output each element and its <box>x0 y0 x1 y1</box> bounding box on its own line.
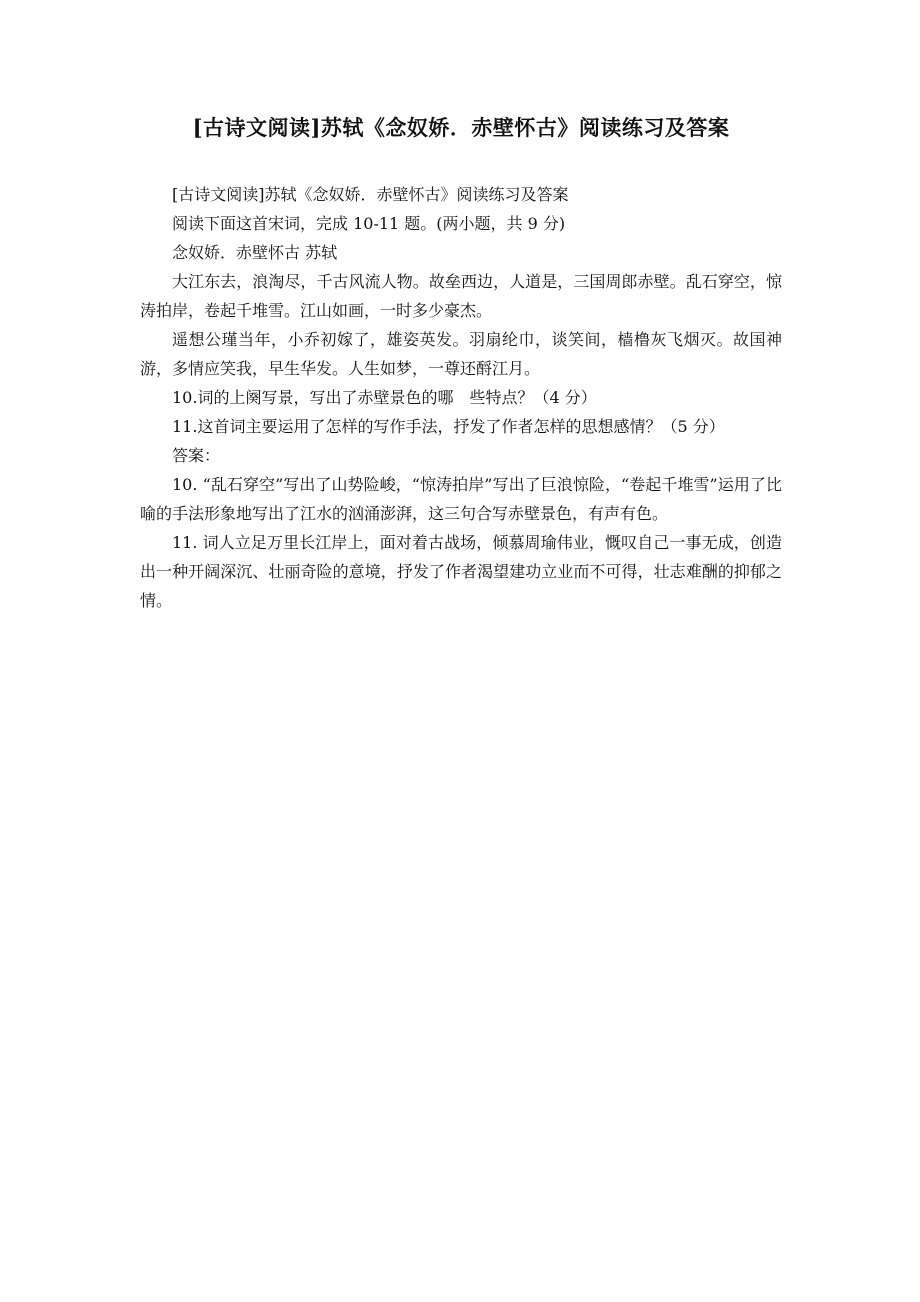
answer-11: 11. 词人立足万里长江岸上，面对着古战场，倾慕周瑜伟业，慨叹自己一事无成，创造出一种开阔深沉、壮丽奇险的意境，抒发了作者渴望建功立业而不可得，壮志难酬的抑郁之情。 <box>140 533 782 610</box>
intro-paragraph: [古诗文阅读]苏轼《念奴娇．赤壁怀古》阅读练习及答案 <box>172 185 569 204</box>
question-10: 10.词的上阕写景，写出了赤壁景色的哪 些特点？（4 分） <box>172 388 597 407</box>
question-11: 11.这首词主要运用了怎样的写作手法，抒发了作者怎样的思想感情？（5 分） <box>172 417 725 436</box>
answer-10: 10. “乱石穿空”写出了山势险峻，“惊涛拍岸”写出了巨浪惊险，“卷起千堆雪”运用了比喻的手法形象地写出了江水的汹涌澎湃，这三句合写赤壁景色，有声有色。 <box>140 475 782 523</box>
poem-stanza-2: 遥想公瑾当年，小乔初嫁了，雄姿英发。羽扇纶巾，谈笑间，樯橹灰飞烟灭。故国神游，多情应笑我，早生华发。人生如梦，一尊还酹江月。 <box>140 330 782 378</box>
answer-label: 答案： <box>172 446 221 465</box>
document-title: [古诗文阅读]苏轼《念奴娇．赤壁怀古》阅读练习及答案 <box>192 115 730 140</box>
poem-heading: 念奴娇．赤壁怀古 苏轼 <box>172 243 338 262</box>
document-page <box>140 112 782 615</box>
poem-stanza-1: 大江东去，浪淘尽，千古风流人物。故垒西边，人道是，三国周郎赤壁。乱石穿空，惊涛拍岸，卷起千堆雪。江山如画，一时多少豪杰。 <box>140 272 782 320</box>
instruction-paragraph: 阅读下面这首宋词，完成 10-11 题。(两小题，共 9 分) <box>172 214 566 233</box>
